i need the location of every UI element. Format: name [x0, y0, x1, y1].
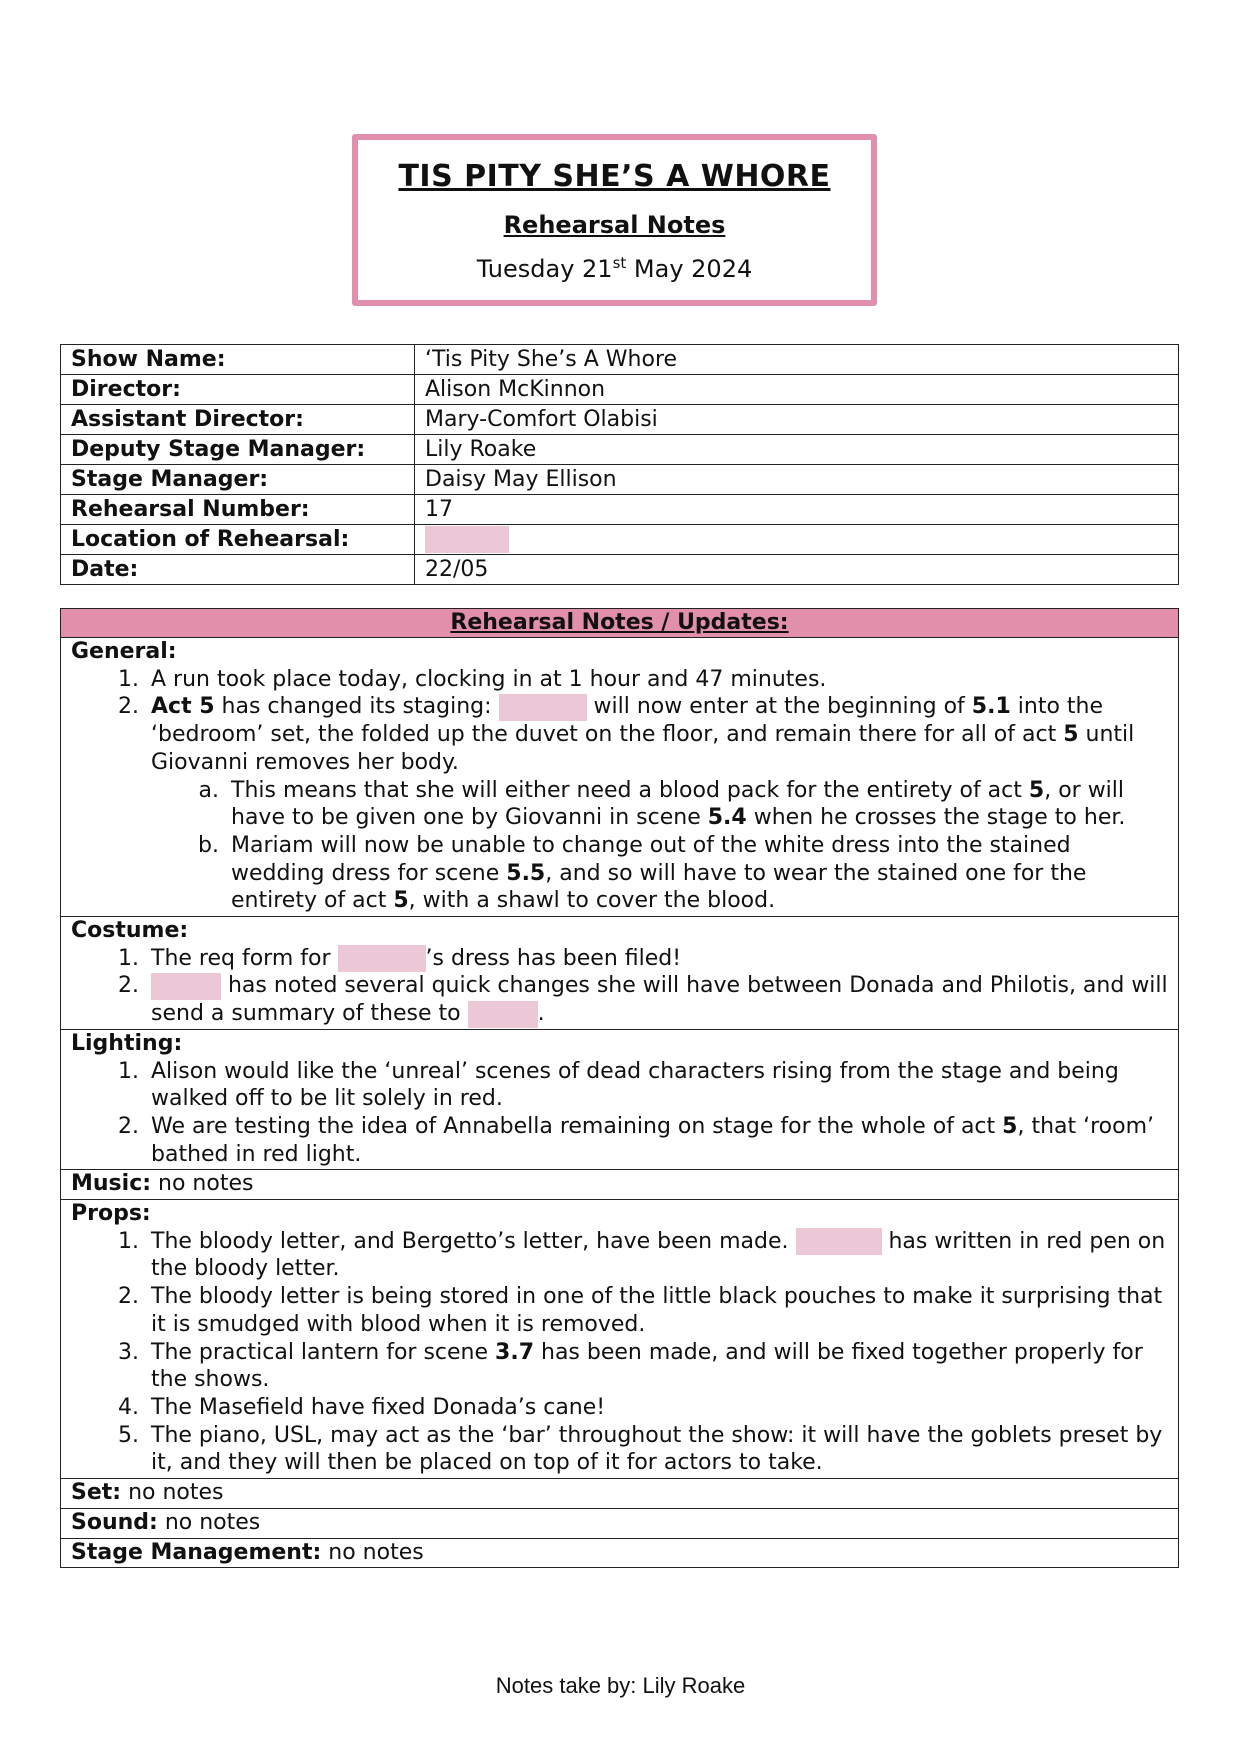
section-note: no notes — [151, 1171, 254, 1197]
section-music — [61, 1170, 1178, 1200]
info-label: Location of Rehearsal: — [61, 525, 415, 555]
redaction-block — [499, 694, 587, 721]
info-row — [61, 465, 1179, 495]
bold-text: 5 — [1002, 1113, 1018, 1139]
item-text: The practical lantern for scene — [151, 1339, 496, 1365]
section-stage-management — [61, 1539, 1178, 1568]
section-set — [61, 1479, 1178, 1509]
item-text: . — [537, 1001, 545, 1027]
list-item — [226, 777, 1168, 832]
document-subtitle: Rehearsal Notes — [503, 211, 726, 239]
date-ordinal: st — [612, 254, 627, 272]
item-text: has written in red pen on the bloody letter. — [151, 1228, 1166, 1282]
info-value: Alison McKinnon — [415, 375, 1179, 405]
item-text: Mariam will now be unable to change out of the white dress into the stained wedding dress for scene — [231, 832, 1071, 886]
info-row — [61, 405, 1179, 435]
bold-text: 5 — [1063, 722, 1079, 748]
section-title: Set: — [71, 1480, 122, 1506]
item-text: ’s dress has been filed! — [425, 945, 682, 971]
info-value: 17 — [415, 495, 1179, 525]
info-row — [61, 375, 1179, 405]
bold-text: 5 — [1028, 777, 1045, 803]
title-box — [352, 134, 877, 306]
redaction-block — [425, 526, 509, 553]
item-text: , and so will have to wear the stained one for the entirety of act — [231, 860, 1087, 914]
general-sublist — [151, 777, 1168, 916]
info-value: ‘Tis Pity She’s A Whore — [415, 345, 1179, 375]
bold-text: 3.7 — [495, 1339, 535, 1365]
info-row — [61, 525, 1179, 555]
document-date — [358, 254, 871, 284]
info-value: Mary-Comfort Olabisi — [415, 405, 1179, 435]
list-item — [146, 1058, 1168, 1113]
section-costume — [61, 917, 1178, 1030]
item-text: We are testing the idea of Annabella remaining on stage for the whole of act — [151, 1113, 1003, 1139]
item-text: , with a shawl to cover the blood. — [408, 888, 776, 914]
list-item — [146, 1228, 1168, 1283]
list-item — [146, 693, 1168, 915]
props-list — [71, 1228, 1168, 1477]
bold-text: 5 — [393, 888, 409, 914]
section-title: Stage Management: — [71, 1539, 322, 1565]
show-info-table — [60, 344, 1179, 585]
redaction-block — [468, 1001, 538, 1028]
list-item — [146, 1394, 1168, 1422]
bold-text: 5.1 — [971, 694, 1011, 720]
item-text: The piano, USL, may act as the ‘bar’ throughout the show: it will have the goblets preset by it, and they will then be placed on top of it for actors to take. — [151, 1422, 1163, 1476]
section-note: no notes — [321, 1539, 424, 1565]
date-suffix: May 2024 — [626, 255, 753, 283]
item-text: , or will have to be given one by Giovanni in scene — [231, 777, 1125, 831]
info-value-location — [415, 525, 1179, 555]
bold-text: Act 5 — [151, 694, 215, 720]
section-title: Lighting: — [71, 1030, 183, 1056]
document-title: TIS PITY SHE’S A WHORE — [398, 159, 831, 194]
item-text: when he crosses the stage to her. — [746, 805, 1126, 831]
info-row — [61, 435, 1179, 465]
item-text: The Masefield have fixed Donada’s cane! — [151, 1394, 606, 1420]
list-item — [146, 972, 1168, 1027]
notes-author-footer: Notes take by: Lily Roake — [495, 1673, 746, 1698]
redaction-block — [796, 1228, 882, 1255]
item-text: will now enter at the beginning of — [586, 694, 972, 720]
section-general — [61, 638, 1178, 917]
item-text: , that ‘room’ bathed in red light. — [151, 1113, 1155, 1167]
section-title: Sound: — [71, 1509, 158, 1535]
section-note: no notes — [121, 1480, 224, 1506]
list-item — [146, 1113, 1168, 1168]
list-item — [146, 945, 1168, 973]
section-title: Music: — [71, 1171, 152, 1197]
lighting-list — [71, 1058, 1168, 1169]
item-text: The req form for — [151, 945, 338, 971]
rehearsal-notes — [60, 608, 1179, 1568]
section-title: General: — [71, 639, 177, 664]
list-item — [146, 1422, 1168, 1477]
info-label: Show Name: — [61, 345, 415, 375]
info-label: Director: — [61, 375, 415, 405]
list-item — [226, 832, 1168, 915]
section-props — [61, 1200, 1178, 1479]
info-value: Daisy May Ellison — [415, 465, 1179, 495]
info-label: Date: — [61, 555, 415, 585]
item-text: This means that she will either need a blood pack for the entirety of act — [231, 777, 1029, 803]
redaction-block — [338, 945, 426, 972]
info-row — [61, 495, 1179, 525]
list-item — [146, 1339, 1168, 1394]
item-text: has been made, and will be fixed together properly for the shows. — [151, 1339, 1143, 1393]
item-text: into the ‘bedroom’ set, the folded up the duvet on the floor, and remain there for all of act — [151, 694, 1103, 748]
item-text: Alison would like the ‘unreal’ scenes of dead characters rising from the stage and being walked off to be lit solely in red. — [151, 1058, 1119, 1112]
bold-text: 5.4 — [707, 805, 747, 831]
item-text: The bloody letter, and Bergetto’s letter, have been made. — [151, 1228, 796, 1254]
list-item — [146, 666, 1168, 694]
bold-text: 5.5 — [506, 860, 546, 886]
date-prefix: Tuesday 21 — [476, 255, 613, 283]
section-note: no notes — [157, 1509, 261, 1535]
general-list — [71, 666, 1168, 915]
section-lighting — [61, 1030, 1178, 1171]
info-value: Lily Roake — [415, 435, 1179, 465]
costume-list — [71, 945, 1168, 1028]
info-label: Assistant Director: — [61, 405, 415, 435]
info-row — [61, 345, 1179, 375]
section-title: Props: — [71, 1201, 151, 1227]
item-text: A run took place today, clocking in at 1 hour and 47 minutes. — [151, 666, 827, 692]
item-text: until Giovanni removes her body. — [151, 722, 1135, 775]
section-title: Costume: — [71, 918, 189, 944]
info-row — [61, 555, 1179, 585]
item-text: has changed its staging: — [214, 694, 499, 720]
info-label: Deputy Stage Manager: — [61, 435, 415, 465]
item-text: has noted several quick changes she will have between Donada and Philotis, and will send a summary of these to — [151, 973, 1168, 1027]
list-item — [146, 1283, 1168, 1338]
section-sound — [61, 1509, 1178, 1539]
info-label: Rehearsal Number: — [61, 495, 415, 525]
item-text: The bloody letter is being stored in one of the little black pouches to make it surprising that it is smudged with blood when it is removed. — [151, 1284, 1163, 1337]
redaction-block — [151, 973, 221, 1000]
info-label: Stage Manager: — [61, 465, 415, 495]
info-value: 22/05 — [415, 555, 1179, 585]
notes-header: Rehearsal Notes / Updates: — [61, 609, 1178, 638]
